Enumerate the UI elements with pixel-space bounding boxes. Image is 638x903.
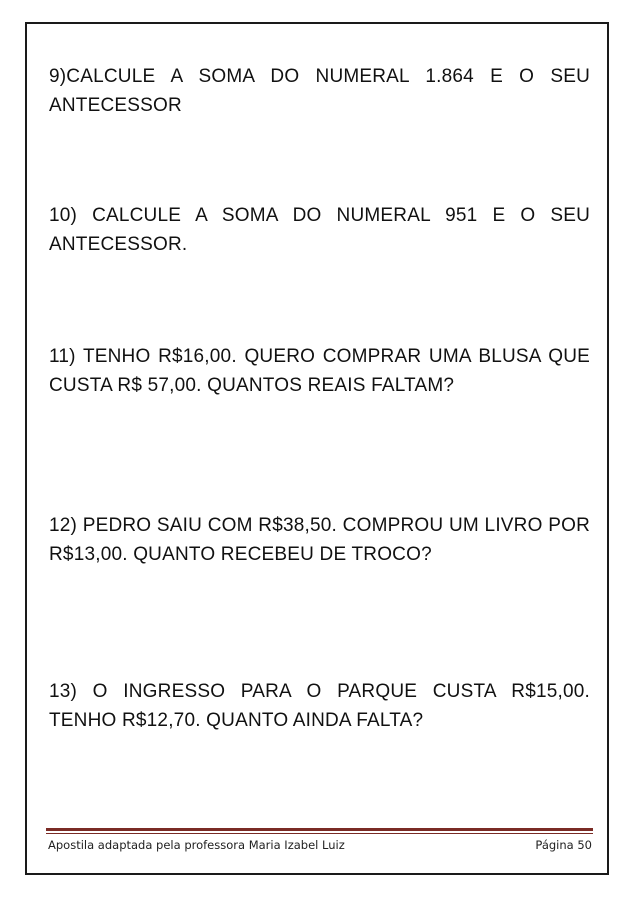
footer-author: Apostila adaptada pela professora Maria Izabel Luiz bbox=[48, 838, 345, 852]
question-12: 12) PEDRO SAIU COM R$38,50. COMPROU UM LIVRO POR R$13,00. QUANTO RECEBEU DE TROCO? bbox=[49, 515, 590, 565]
footer-rule bbox=[46, 828, 593, 831]
question-10: 10) CALCULE A SOMA DO NUMERAL 951 E O SEU ANTECESSOR. bbox=[49, 205, 590, 255]
question-11: 11) TENHO R$16,00. QUERO COMPRAR UMA BLUSA QUE CUSTA R$ 57,00. QUANTOS REAIS FALTAM? bbox=[49, 346, 590, 396]
page-border bbox=[25, 22, 609, 875]
question-13: 13) O INGRESSO PARA O PARQUE CUSTA R$15,00. TENHO R$12,70. QUANTO AINDA FALTA? bbox=[49, 681, 590, 731]
footer-page-number: Página 50 bbox=[535, 838, 592, 852]
question-9: 9)CALCULE A SOMA DO NUMERAL 1.864 E O SEU ANTECESSOR bbox=[49, 66, 590, 116]
footer-rule-thin bbox=[46, 833, 593, 834]
